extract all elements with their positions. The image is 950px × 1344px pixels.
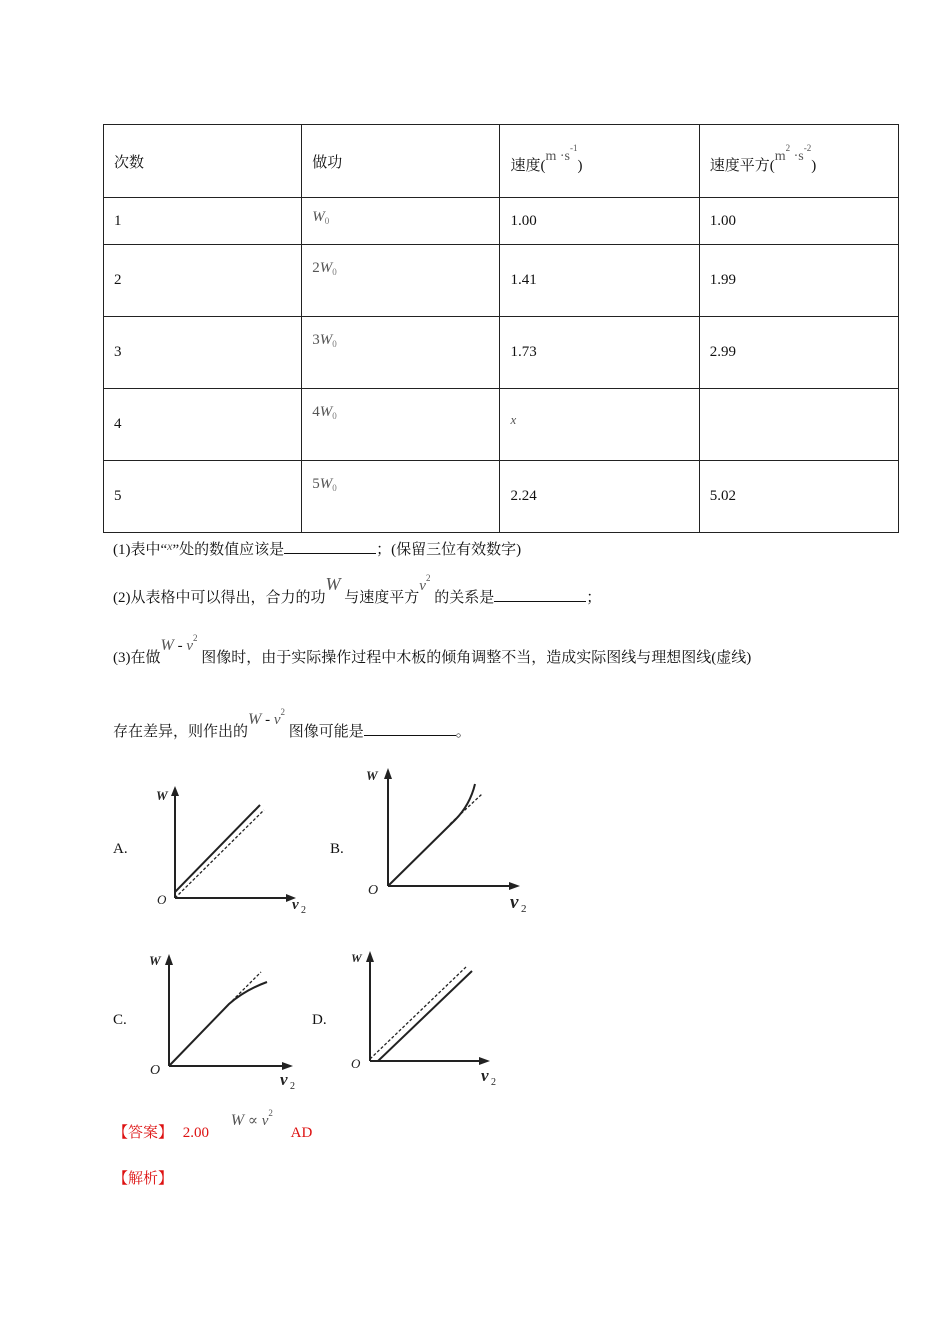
question-3-continued: 存在差异，则作出的W - $v^2$ 图像可能是 。 — [113, 707, 471, 740]
answer-value-3: AD — [290, 1125, 313, 1141]
cell-speed-squared: 2.99 — [699, 317, 898, 389]
actual-curve — [169, 982, 267, 1066]
cell-count: 3 — [104, 317, 302, 389]
table-header-row — [104, 125, 899, 198]
origin-label: O — [368, 883, 379, 898]
x-axis-sub: 2 — [491, 1077, 496, 1088]
x-axis-label: v — [481, 1066, 489, 1085]
y-axis-arrow — [384, 768, 392, 779]
actual-curve — [388, 784, 475, 886]
table-row — [104, 317, 899, 389]
x-axis-label: v — [292, 897, 299, 913]
option-b-label: B. — [330, 841, 344, 857]
origin-label: O — [157, 892, 167, 907]
y-axis-arrow — [366, 951, 374, 962]
answer-blank-1 — [284, 541, 376, 554]
answer-blank-2 — [494, 589, 586, 602]
table-row — [104, 198, 899, 245]
y-axis-arrow — [171, 786, 179, 796]
x-axis-sub: 2 — [290, 1081, 295, 1092]
cell-speed-squared: 1.99 — [699, 245, 898, 317]
x-axis-label: v — [510, 892, 519, 913]
option-c-label: C. — [113, 1012, 127, 1028]
cell-speed: 1.73 — [500, 317, 699, 389]
cell-speed-squared — [699, 389, 898, 461]
answer-blank-3 — [364, 723, 456, 736]
x-axis-arrow — [509, 882, 520, 890]
header-work: 做功 — [302, 125, 500, 198]
ideal-dashed-line — [450, 794, 482, 824]
actual-line — [378, 971, 472, 1061]
ideal-dashed-line — [175, 810, 264, 898]
actual-line — [175, 805, 260, 892]
table-row — [104, 245, 899, 317]
cell-speed-squared: 5.02 — [699, 461, 898, 533]
graph-option-b — [360, 762, 535, 920]
cell-count: 1 — [104, 198, 302, 245]
graph-option-d — [348, 945, 508, 1090]
data-table — [103, 124, 899, 533]
y-axis-label: W — [351, 951, 362, 965]
x-axis-arrow — [479, 1057, 490, 1065]
y-axis-label: W — [156, 788, 168, 803]
cell-work: $2W_0$ — [302, 245, 500, 317]
header-speed: 速度$(m \cdot s^{-1})$ — [500, 125, 699, 198]
cell-speed: 1.41 — [500, 245, 699, 317]
question-3: (3)在做W - $v^2$ 图像时，由于实际操作过程中木板的倾角调整不当，造成实际图线与理想图线(虚线) — [113, 633, 752, 666]
x-axis-arrow — [282, 1062, 293, 1070]
x-axis-sub: 2 — [521, 903, 527, 915]
ideal-dashed-line — [225, 972, 261, 1008]
answer-value-1: 2.00 — [182, 1125, 210, 1141]
cell-work: $3W_0$ — [302, 317, 500, 389]
option-a-label: A. — [113, 841, 128, 857]
header-count: 次数 — [104, 125, 302, 198]
answer-line — [113, 1108, 313, 1142]
question-2: (2)从表格中可以得出，合力的功W 与速度平方$v^2$ 的关系是 ； — [113, 573, 602, 606]
table-row — [104, 389, 899, 461]
answer-tag: 【答案】 — [113, 1125, 174, 1141]
y-axis-arrow — [165, 954, 173, 965]
cell-count: 4 — [104, 389, 302, 461]
y-axis-label: W — [149, 953, 161, 968]
header-speed-squared: 速度平方$(m^2 \cdot s^{-2})$ — [699, 125, 898, 198]
graph-option-c — [145, 948, 310, 1093]
cell-work: $W_0$ — [302, 198, 500, 245]
cell-speed-squared: 1.00 — [699, 198, 898, 245]
cell-work: $4W_0$ — [302, 389, 500, 461]
y-axis-label: W — [366, 768, 378, 783]
x-axis-label: v — [280, 1070, 288, 1089]
analysis-tag: 【解析】 — [113, 1171, 174, 1187]
option-d-label: D. — [312, 1012, 327, 1028]
cell-work: $5W_0$ — [302, 461, 500, 533]
table-row — [104, 461, 899, 533]
cell-speed-unknown: x — [500, 389, 699, 461]
origin-label: O — [150, 1063, 161, 1078]
origin-label: O — [351, 1056, 361, 1071]
question-1: (1)表中“$^x$”处的数值应该是 ；(保留三位有效数字) — [113, 539, 522, 558]
answer-relation: $W \propto v^2$ — [230, 1108, 273, 1129]
x-axis-sub: 2 — [301, 905, 306, 916]
cell-count: 5 — [104, 461, 302, 533]
cell-speed: 2.24 — [500, 461, 699, 533]
ideal-dashed-line — [370, 967, 466, 1059]
graph-option-a — [150, 780, 320, 920]
cell-speed: 1.00 — [500, 198, 699, 245]
cell-count: 2 — [104, 245, 302, 317]
